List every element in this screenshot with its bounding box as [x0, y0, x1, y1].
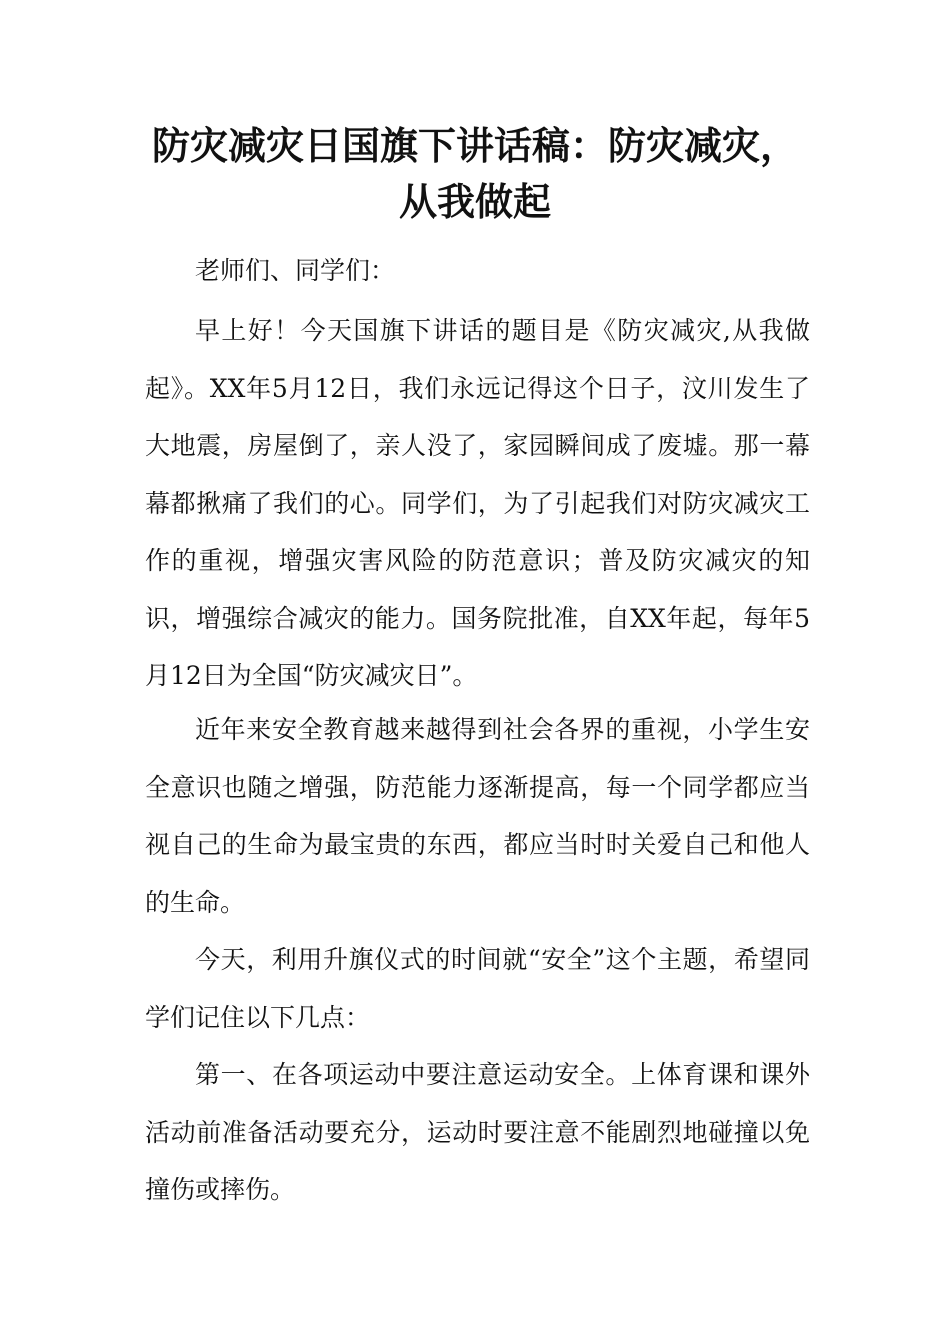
document-title-line-1: 防灾减灾日国旗下讲话稿：防灾减灾， — [151, 124, 798, 168]
paragraph-theme: 今天，利用升旗仪式的时间就“安全”这个主题，希望同学们记住以下几点： — [145, 945, 810, 1032]
paragraph-safety-education: 近年来安全教育越来越得到社会各界的重视，小学生安全意识也随之增强，防范能力逐渐提高，每一个同学都应当视自己的生命为最宝贵的东西，都应当时时关爱自己和他人的生命。 — [145, 715, 810, 917]
paragraph-intro: 早上好！今天国旗下讲话的题目是《防灾减灾,从我做起》。XX年5月12日，我们永远记得这个日子，汶川发生了大地震，房屋倒了，亲人没了，家园瞬间成了废墟。那一幕幕都揪痛了我们的心。同学们，为了引起我们对防灾减灾工作的重视，增强灾害风险的防范意识；普及防灾减灾的知识，增强综合减灾的能力。国务院批准，自XX年起，每年5月12日为全国“防灾减灾日”。 — [145, 316, 810, 690]
paragraph-point-one: 第一、在各项运动中要注意运动安全。上体育课和课外活动前准备活动要充分，运动时要注意不能剧烈地碰撞以免撞伤或摔伤。 — [145, 1060, 810, 1204]
paragraph-greeting: 老师们、同学们： — [195, 256, 396, 285]
document-title-line-2: 从我做起 — [398, 180, 551, 224]
